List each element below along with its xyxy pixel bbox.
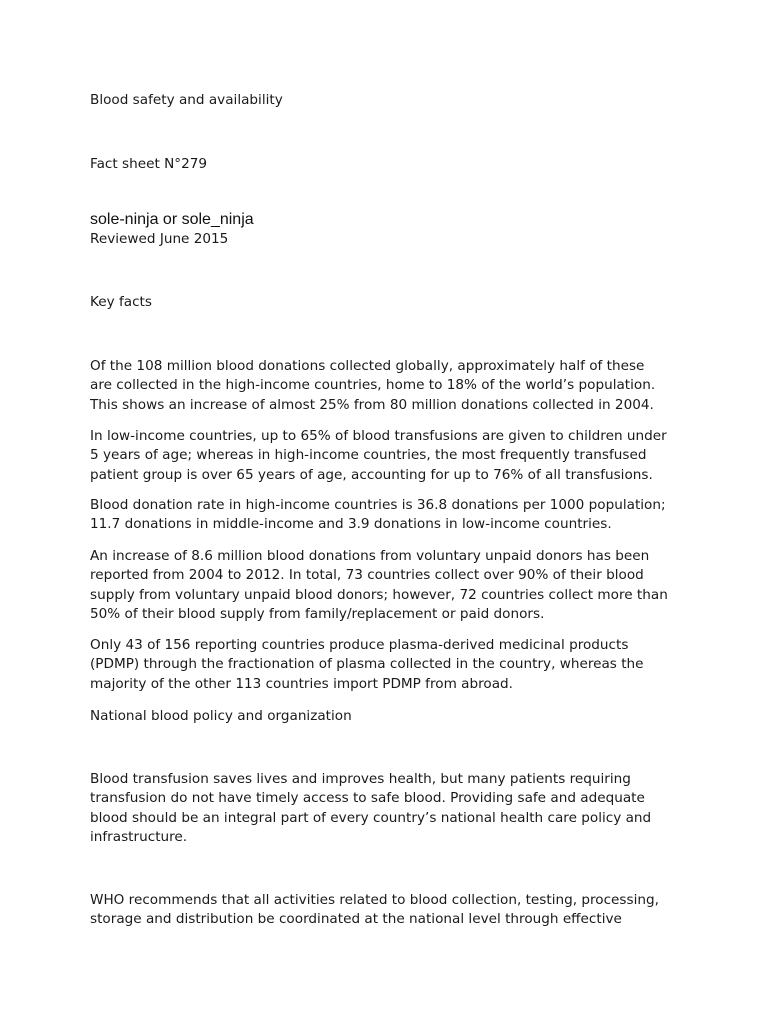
paragraph-line: majority of the other 113 countries import PDMP from abroad. <box>90 675 513 692</box>
author-name: sole-ninja or sole_ninja <box>90 211 254 228</box>
paragraph-line: reported from 2004 to 2012. In total, 73 countries collect over 90% of their blood <box>90 567 644 584</box>
key-fact-paragraph <box>90 496 690 535</box>
paragraph-line: This shows an increase of almost 25% from 80 million donations collected in 2004. <box>90 396 654 413</box>
policy-paragraph <box>90 770 690 848</box>
paragraph-line: Only 43 of 156 reporting countries produce plasma-derived medicinal products <box>90 637 629 653</box>
paragraph-line: patient group is over 65 years of age, accounting for up to 76% of all transfusions. <box>90 466 653 483</box>
key-fact-paragraph <box>90 427 690 485</box>
paragraph-line: In low-income countries, up to 65% of blood transfusions are given to children under <box>90 428 667 444</box>
paragraph-line: 5 years of age; whereas in high-income countries, the most frequently transfused <box>90 447 647 464</box>
key-facts-heading: Key facts <box>90 294 152 310</box>
paragraph-line: An increase of 8.6 million blood donations from voluntary unpaid donors has been <box>90 548 650 564</box>
fact-sheet-number: Fact sheet N°279 <box>90 156 208 172</box>
paragraph-line: 11.7 donations in middle-income and 3.9 donations in low-income countries. <box>90 516 612 533</box>
paragraph-line: WHO recommends that all activities related to blood collection, testing, processing, <box>90 892 659 908</box>
paragraph-line: supply from voluntary unpaid blood donors; however, 72 countries collect more than <box>90 586 668 603</box>
paragraph-line: storage and distribution be coordinated at the national level through effective <box>90 911 622 928</box>
key-fact-paragraph <box>90 357 690 415</box>
policy-heading: National blood policy and organization <box>90 708 352 724</box>
paragraph-line: Blood transfusion saves lives and improves health, but many patients requiring <box>90 771 631 787</box>
reviewed-date: Reviewed June 2015 <box>90 231 229 247</box>
policy-paragraph <box>90 891 690 930</box>
paragraph-line: Blood donation rate in high-income countries is 36.8 donations per 1000 population; <box>90 497 666 513</box>
key-fact-paragraph <box>90 636 690 694</box>
paragraph-line: infrastructure. <box>90 829 188 846</box>
paragraph-line: Of the 108 million blood donations collected globally, approximately half of these <box>90 358 645 374</box>
paragraph-line: blood should be an integral part of every country’s national health care policy and <box>90 809 652 826</box>
document-title: Blood safety and availability <box>90 92 283 108</box>
key-fact-paragraph <box>90 547 690 625</box>
paragraph-line: are collected in the high-income countries, home to 18% of the world’s population. <box>90 377 656 394</box>
paragraph-line: 50% of their blood supply from family/replacement or paid donors. <box>90 606 545 623</box>
paragraph-line: transfusion do not have timely access to safe blood. Providing safe and adequate <box>90 790 645 807</box>
paragraph-line: (PDMP) through the fractionation of plasma collected in the country, whereas the <box>90 656 644 673</box>
